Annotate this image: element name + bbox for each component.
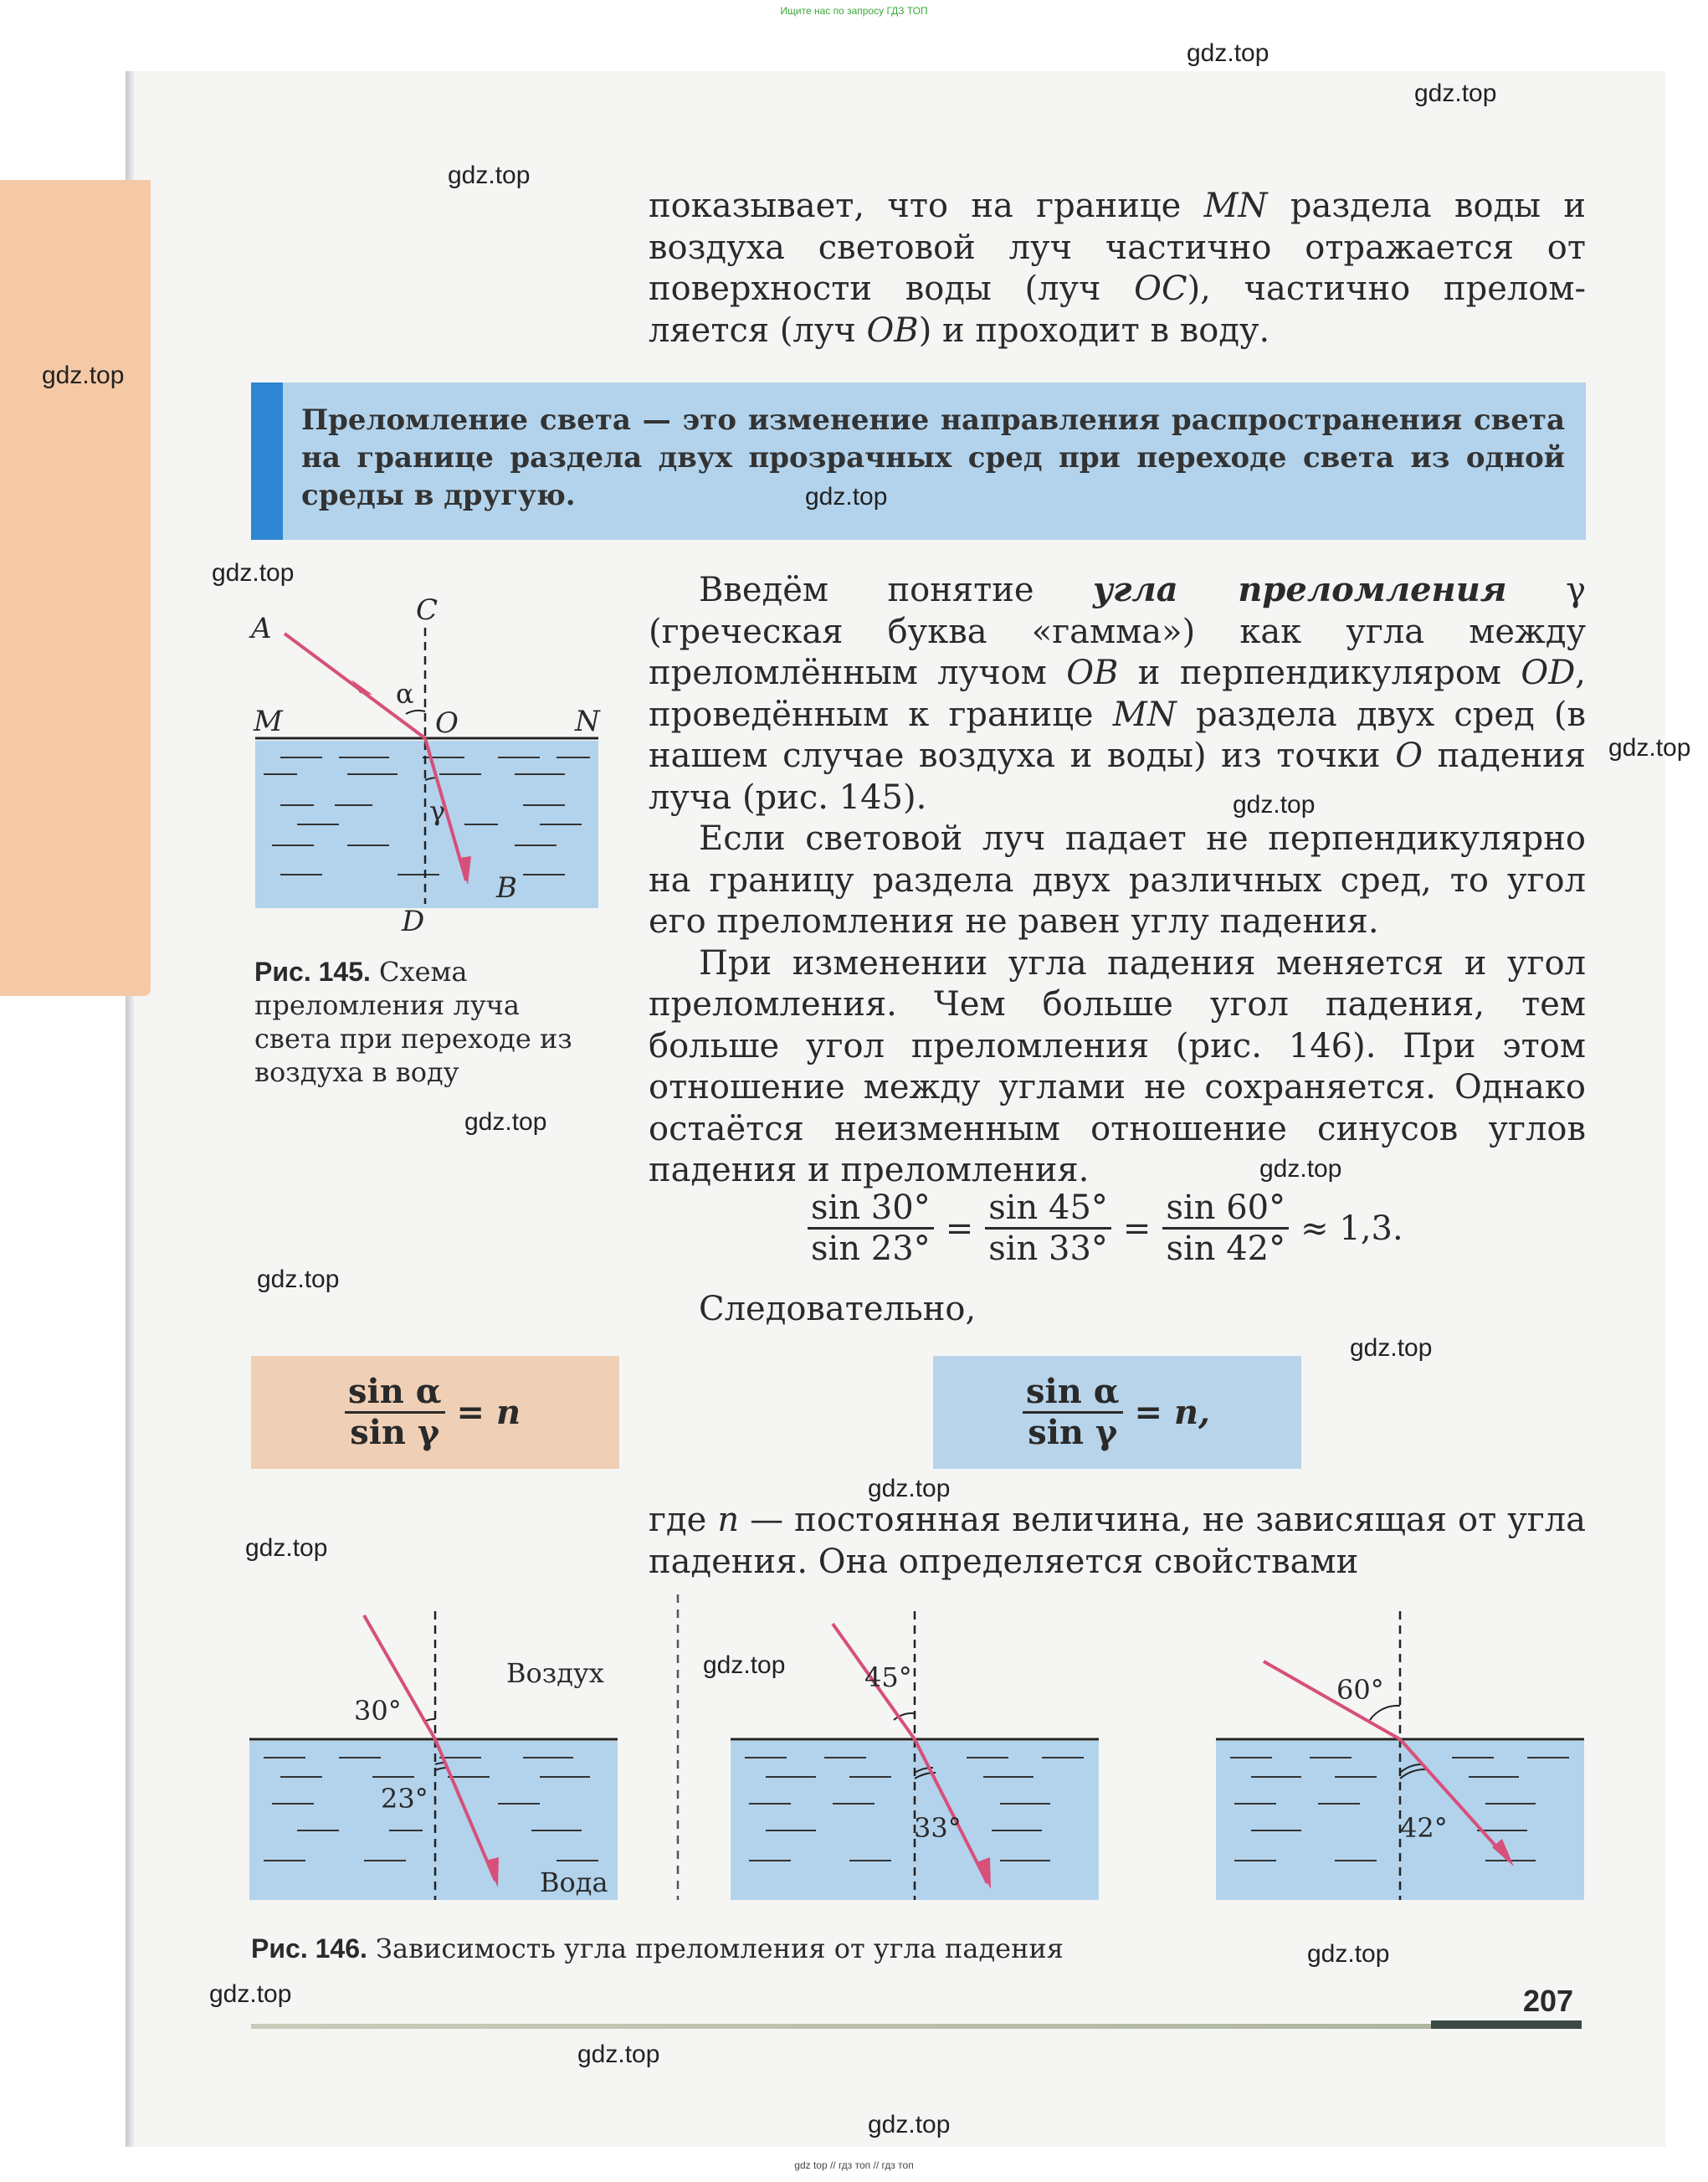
- watermark: gdz.top: [464, 1108, 547, 1136]
- caption-number: Рис. 146.: [251, 1933, 367, 1964]
- numerator: sin 60°: [1162, 1189, 1289, 1230]
- watermark: gdz.top: [703, 1651, 786, 1679]
- figure-146-caption: [251, 1932, 1423, 1965]
- top-banner: Ищите нас по запросу ГДЗ ТОП: [780, 5, 928, 17]
- caption-text: Схема преломления луча света при переходе из воздуха в воду: [254, 956, 572, 1088]
- denominator: sin γ: [350, 1413, 440, 1452]
- watermark: gdz.top: [1259, 1155, 1342, 1183]
- figure-146: [247, 1594, 1586, 1912]
- refracted-angle-label: 42°: [1400, 1812, 1448, 1844]
- text: (греческая буква «гамма») как угла между преломлённым лучом: [649, 612, 1586, 692]
- label-gamma: γ: [429, 795, 446, 827]
- watermark: gdz.top: [805, 483, 888, 511]
- law-formula-margin: [345, 1373, 532, 1452]
- text: , проведённым к границе: [649, 654, 1586, 734]
- watermark: gdz.top: [245, 1534, 328, 1562]
- paragraph-refraction-angle: [649, 569, 1586, 1192]
- consequently-text: Следовательно,: [699, 1290, 977, 1328]
- text: где: [649, 1501, 707, 1539]
- text: — постоянная величина, не зависящая от угла падения. Она определяется свойствами: [649, 1501, 1586, 1581]
- label-m: M: [254, 705, 283, 738]
- label-n: N: [575, 705, 600, 738]
- denominator: sin γ: [1028, 1413, 1118, 1452]
- incident-angle-label: 30°: [354, 1695, 402, 1727]
- definition-text: Преломление света — это изменение направления распространения света на границе раздела двух прозрачных сред при переходе света из одной среды в другую.: [301, 403, 1565, 512]
- numerator: sin α: [345, 1373, 445, 1414]
- footer-rule-accent: [1431, 2020, 1582, 2029]
- page-number: 207: [1523, 1984, 1574, 2018]
- text: раздела двух сред (в нашем случае воздуха и воды) из точки: [649, 695, 1587, 775]
- law-rhs: = n,: [1134, 1393, 1210, 1432]
- watermark: gdz.top: [1350, 1334, 1433, 1362]
- panel-30-degrees: [249, 1611, 618, 1900]
- fraction-30: [808, 1189, 934, 1268]
- var-od: OD: [1521, 654, 1576, 692]
- panel-45-degrees: [731, 1611, 1099, 1900]
- fraction-60: [1162, 1189, 1289, 1268]
- incident-angle-label: 60°: [1336, 1674, 1384, 1706]
- intro-text: и воздуха световой луч частично отражается от: [649, 187, 1587, 267]
- caption-text: Зависимость угла преломления от угла падения: [376, 1933, 1064, 1964]
- var-oc: OC: [1134, 270, 1187, 308]
- label-c: C: [416, 593, 439, 627]
- var-ob: OB: [866, 311, 919, 350]
- numerator: sin α: [1023, 1373, 1123, 1414]
- watermark: gdz.top: [257, 1266, 340, 1293]
- denominator: sin 23°: [811, 1230, 931, 1268]
- watermark: gdz.top: [448, 162, 531, 189]
- refracted-angle-label: 33°: [914, 1812, 962, 1844]
- label-alpha: α: [396, 678, 414, 710]
- watermark: gdz.top: [42, 362, 125, 389]
- label-o: O: [435, 706, 459, 740]
- var-o: O: [1395, 737, 1423, 775]
- equals-sign: =: [945, 1209, 974, 1248]
- fraction-45: [985, 1189, 1111, 1268]
- intro-text: ) и проходит в воду.: [918, 311, 1270, 350]
- intro-text: раздела воды: [1290, 187, 1541, 225]
- watermark: gdz.top: [868, 2111, 951, 2138]
- text: падения луча (рис. 145).: [649, 737, 1587, 817]
- watermark: gdz.top: [1307, 1940, 1390, 1968]
- symbol-gamma: γ: [1566, 571, 1586, 609]
- intro-text: ), частично прелом-: [1187, 270, 1586, 308]
- numerator: sin 30°: [808, 1189, 934, 1230]
- term-refraction-angle: угла преломления: [1093, 570, 1507, 609]
- alpha-arc: [406, 711, 425, 714]
- paragraph-constant-n: [649, 1500, 1586, 1583]
- watermark: gdz.top: [209, 1980, 292, 2008]
- bottom-banner: gdz top // гдз топ // гдз топ: [794, 2159, 914, 2171]
- approx-value: ≈ 1,3.: [1300, 1209, 1403, 1248]
- paragraph-not-perpendicular: Если световой луч падает не перпендикулярно на границу раздела двух различных сред, то угол его преломления не равен углу падения.: [649, 819, 1586, 941]
- air-label: Воздух: [506, 1657, 604, 1689]
- var-mn: MN: [1203, 187, 1268, 225]
- sine-ratio-formula: [808, 1189, 1415, 1268]
- numerator: sin 45°: [985, 1189, 1111, 1230]
- refracted-angle-label: 23°: [381, 1783, 428, 1815]
- watermark: gdz.top: [1414, 80, 1497, 107]
- panel-60-degrees: [1216, 1611, 1584, 1900]
- watermark: gdz.top: [1608, 734, 1691, 762]
- figure-145-caption: [254, 955, 572, 1089]
- watermark: gdz.top: [1233, 791, 1316, 819]
- equals-sign: =: [1122, 1209, 1151, 1248]
- intro-text: поверхности воды (луч: [649, 270, 1101, 308]
- paragraph-angle-change: При изменении угла падения меняется и угол преломления. Чем больше угол падения, тем больше угол преломления (рис. 146). При этом отношение между углами не сохраняется. Однако остаётся неизменным отношение синусов углов падения и преломления.: [649, 943, 1586, 1189]
- intro-text: ляется (луч: [649, 311, 856, 350]
- definition-accent-bar: [251, 382, 283, 540]
- var-n: n: [717, 1501, 740, 1539]
- label-d: D: [402, 905, 425, 938]
- law-fraction: [1023, 1373, 1123, 1452]
- incident-angle-label: 45°: [864, 1661, 912, 1693]
- watermark: gdz.top: [212, 559, 295, 587]
- margin-color-strip: [0, 180, 151, 996]
- watermark: gdz.top: [868, 1475, 951, 1502]
- denominator: sin 33°: [988, 1230, 1108, 1268]
- var-mn: MN: [1112, 695, 1177, 734]
- law-formula: [1023, 1373, 1222, 1452]
- footer-rule: [251, 2024, 1582, 2029]
- label-a: A: [251, 612, 272, 645]
- text: Введём понятие: [699, 571, 1034, 609]
- intro-text: показывает, что на границе: [649, 187, 1182, 225]
- denominator: sin 42°: [1166, 1230, 1286, 1268]
- intro-paragraph: [649, 186, 1586, 352]
- law-fraction: [345, 1373, 445, 1452]
- caption-number: Рис. 145.: [254, 957, 371, 987]
- watermark: gdz.top: [577, 2041, 660, 2068]
- var-ob: OB: [1066, 654, 1119, 692]
- figure-145: [247, 586, 615, 946]
- text: и перпендикуляром: [1137, 654, 1502, 692]
- label-b: B: [496, 871, 517, 905]
- watermark: gdz.top: [1187, 39, 1269, 67]
- law-rhs: = n: [456, 1393, 521, 1432]
- water-label: Вода: [540, 1866, 608, 1898]
